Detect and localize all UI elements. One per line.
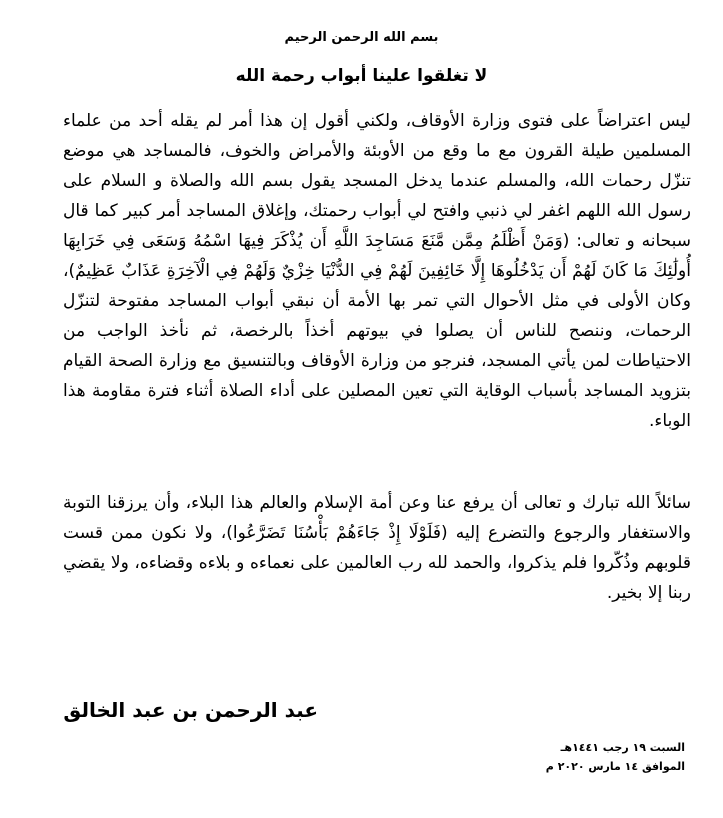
- body-paragraph-1: ليس اعتراضاً على فتوى وزارة الأوقاف، ولكني أقول إن هذا أمر لم يقله أحد من علماء المسلمين طيلة القرون مع ما وقع من الأوبئة والأمراض والخوف، فالمساجد هي موضع تنزّل رحمات الله، والمسلم عندما يدخل المسجد يقول بسم الله والصلاة و السلام على رسول الله اللهم اغفر لي ذنبي وافتح لي أبواب رحمتك، وإغلاق المساجد أمر كبير كما قال سبحانه و تعالى: (وَمَنْ أَظْلَمُ مِمَّن مَّنَعَ مَسَاجِدَ اللَّهِ أَن يُذْكَرَ فِيهَا اسْمُهُ وَسَعَى فِي خَرَابِهَا أُولَٰئِكَ مَا كَانَ لَهُمْ أَن يَدْخُلُوهَا إِلَّا خَائِفِينَ لَهُمْ فِي الدُّنْيَا خِزْيٌ وَلَهُمْ فِي الْآخِرَةِ عَذَابٌ عَظِيمٌ)، وكان الأولى في مثل الأحوال التي تمر بها الأمة أن نبقي أبواب المساجد مفتوحة لتنزّل الرحمات، وننصح للناس أن يصلوا في بيوتهم أخذاً بالرخصة، ثم نأخذ الواجب من الاحتياطات لمن يأتي المسجد، فنرجو من وزارة الأوقاف وبالتنسيق مع وزارة الصحة القيام بتزويد المساجد بأسباب الوقاية التي تعين المصلين على أداء الصلاة أثناء فترة مقاومة هذا الوباء.: [63, 111, 691, 431]
- basmala-heading: بسم الله الرحمن الرحيم: [284, 30, 439, 45]
- date-hijri: السبت ١٩ رجب ١٤٤١هـ: [560, 741, 685, 754]
- body-paragraph-2: سائلاً الله تبارك و تعالى أن يرفع عنا وعن أمة الإسلام والعالم هذا البلاء، وأن يرزقنا التوبة والاستغفار والرجوع والتضرع إليه (فَلَوْلَا إِذْ جَاءَهُمْ بَأْسُنَا تَضَرَّعُوا)، ولا نكون ممن قست قلوبهم وذُكّروا فلم يذكروا، والحمد لله رب العالمين على نعماءه و بلاءه وقضاءه، ولا يقضي ربنا إلا بخير.: [63, 493, 691, 603]
- page-title: لا تغلقوا علينا أبواب رحمة الله: [235, 66, 488, 86]
- author-signature: عبد الرحمن بن عبد الخالق: [63, 698, 318, 722]
- date-gregorian: الموافق ١٤ مارس ٢٠٢٠ م: [545, 760, 685, 773]
- date-block: [546, 738, 685, 776]
